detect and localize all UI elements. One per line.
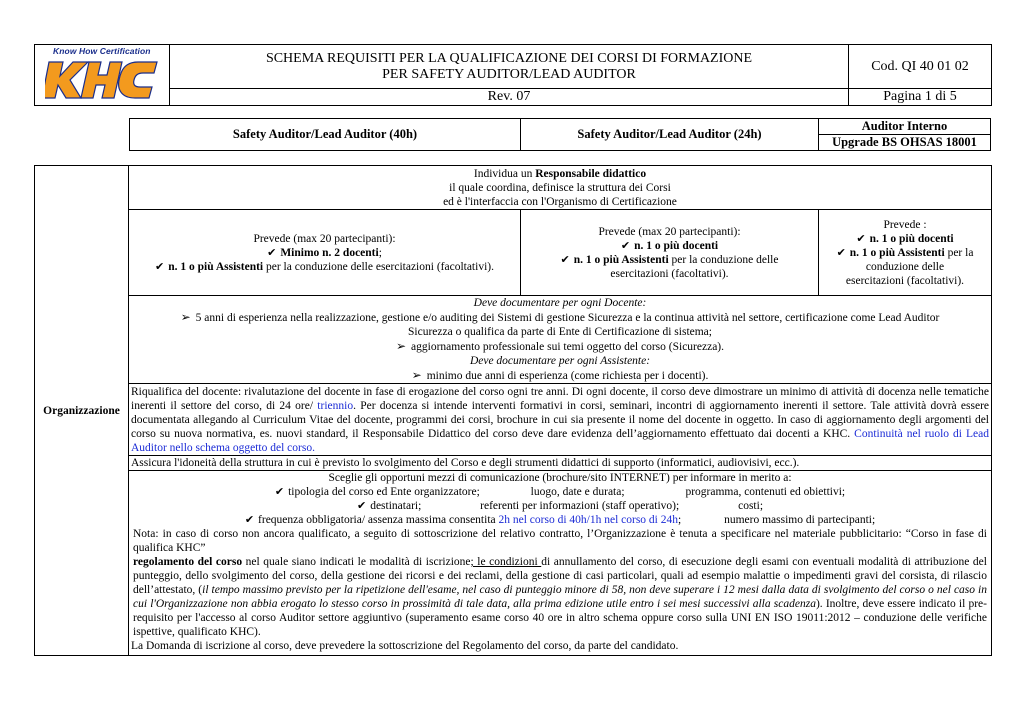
- check-icon: [856, 233, 869, 245]
- requirements-table: [34, 165, 992, 656]
- prevede-40h: Prevede (max 20 partecipanti): ✔ Minimo n. 2 docenti; ✔ n. 1 o più Assistenti per la conduzione delle esercitazioni (facoltativi).: [129, 210, 521, 296]
- domanda-iscrizione: La Domanda di iscrizione al corso, deve prevedere la sottoscrizione del Regolamento del corso, da parte del candidato.: [131, 640, 679, 652]
- document-code: Cod. QI 40 01 02: [849, 45, 992, 89]
- col-internal-header-1: Auditor Interno: [819, 119, 991, 135]
- nota: Nota: in caso di corso non ancora qualificato, a seguito di sottoscrizione del relativo contratto, l’Organizzazione è tenuta a specificare nel materiale pubblicitario: “Corso in fase di qualifica KHC”: [133, 528, 987, 554]
- check-icon: [155, 261, 168, 273]
- check-icon: [561, 254, 574, 266]
- col-24h-header: Safety Auditor/Lead Auditor (24h): [521, 119, 819, 151]
- check-icon: [837, 247, 850, 259]
- check-icon: [275, 486, 288, 498]
- prevede-24h: Prevede (max 20 partecipanti): ✔ n. 1 o più docenti ✔ n. 1 o più Assistenti per la conduzione delle esercitazioni (facoltativi).: [521, 210, 819, 296]
- khc-logo-icon: [45, 56, 159, 102]
- title-line-1: SCHEMA REQUISITI PER LA QUALIFICAZIONE DEI CORSI DI FORMAZIONE: [265, 50, 753, 66]
- prevede-internal: Prevede : ✔ n. 1 o più docenti ✔ n. 1 o più Assistenti per la conduzione delle esercitazioni (facoltativi).: [819, 210, 992, 296]
- arrow-bullet-icon: [412, 370, 427, 382]
- check-icon: [267, 247, 280, 259]
- logo: [35, 45, 170, 106]
- idoneita-struttura: Assicura l'idoneità della struttura in cui è previsto lo svolgimento del Corso e degli strumenti didattici di supporto (informatici, audiovisivi, ecc.).: [129, 456, 992, 471]
- document-title: [170, 45, 849, 89]
- responsabile-cell: Individua un Responsabile didattico il quale coordina, definisce la struttura dei Corsi ed è l'interfaccia con l'Organismo di Certificazione: [129, 166, 992, 210]
- logo-tagline: Know How Certification: [53, 46, 151, 56]
- col-40h-header: Safety Auditor/Lead Auditor (40h): [130, 119, 521, 151]
- col-internal-header-2: Upgrade BS OHSAS 18001: [819, 135, 991, 151]
- section-label: Organizzazione: [35, 166, 129, 656]
- responsabile-didattico: Responsabile didattico: [535, 167, 647, 180]
- check-icon: [357, 500, 370, 512]
- regolamento: regolamento del corso nel quale siano indicati le modalità di iscrizione; le condizioni di annullamento del corso, di esecuzione degli esami con eventuali modalità di attribuzione del punteggio, dello svolgimento del corso, della gestione dei ricorsi e dei reclami, della gestione di casi particolari, quali ad esempio malattie o impedimenti gravi del corsista, di rilascio dell’attestato, (il tempo massimo previsto per la ripetizione dell'esame, nel caso di punteggio minore di 58, non deve superare i 12 mesi dalla data di svolgimento del corso o nel caso in cui l'Organizzazione non abbia erogato lo stesso corso in prossimità di tale data, alla prima edizione utile entro i sei mesi successivi alla scadenza). Inoltre, deve essere indicato il pre-requisito per l'accesso al corso Auditor settore aggiuntivo (superamento esame corso 40 ore in altro schema oppure corso sulla UNI EN ISO 19011:2012 – conduzione delle verifiche ispettive, qualificato KHC).: [133, 556, 987, 638]
- arrow-bullet-icon: [181, 312, 196, 324]
- check-icon: [245, 514, 258, 526]
- riqualifica-docente: Riqualifica del docente: rivalutazione del docente in fase di erogazione del corso ogni tre anni. Di ogni docente, il corso deve dimostrare un minimo di attività di docenza nelle tematiche inerenti il settore del corso, di 24 ore/ triennio. Per docenza si intende interventi formativi in corsi, seminari, incontri di aggiornamento inerenti il settore. Tale attività dovrà essere documentata allegando al Curriculum Vitae del docente, programmi dei corsi, brochure in cui sia presente il nome del docente in oggetto. In caso di aggiornamento degli argomenti del corso su nuova normativa, es. nuovi standard, il Responsabile Didattico del corso deve dare evidenza dell’aggiornamento effettuato dai docenti a KHC. Continuità nel ruolo di Lead Auditor nello schema oggetto del corso.: [129, 384, 992, 456]
- comunicazione-cell: Sceglie gli opportuni mezzi di comunicazione (brochure/sito INTERNET) per informare in merito a: ✔ tipologia del corso ed Ente organizzatore; luogo, date e durata; programma, contenuti ed obiettivi; ✔ destinatari; referenti per informazioni (staff operativo); costi; ✔ frequenza obbligatoria/ assenza massima consentita 2h nel corso di 40h/1h nel corso di 24h; numero massimo di partecipanti; Nota: in caso di corso non ancora qualificato, a seguito di sottoscrizione del relativo contratto, l’Organizzazione è tenuta a specificare nel materiale pubblicitario: “Corso in fase di qualifica KHC” regolamento del corso nel quale siano indicati le modalità di iscrizione; le condizioni di annullamento del corso, di esecuzione degli esami con eventuali modalità di attribuzione del punteggio, dello svolgimento del corso, della gestione dei ricorsi e dei reclami, della gestione di casi particolari, quali ad esempio malattie o impedimenti gravi del corsista, di rilascio dell’attestato, (il tempo massimo previsto per la ripetizione dell'esame, nel caso di punteggio minore di 58, non deve superare i 12 mesi dalla data di svolgimento del corso o nel caso in cui l'Organizzazione non abbia erogato lo stesso corso in prossimità di tale data, alla prima edizione utile entro i sei mesi successivi alla scadenza). Inoltre, deve essere indicato il pre-requisito per l'accesso al corso Auditor settore aggiuntivo (superamento esame corso 40 ore in altro schema oppure corso sulla UNI EN ISO 19011:2012 – conduzione delle verifiche ispettive, qualificato KHC). La Domanda di iscrizione al corso, deve prevedere la sottoscrizione del Regolamento del corso, da parte del candidato.: [129, 471, 992, 656]
- document-header: [34, 44, 992, 106]
- title-line-2: PER SAFETY AUDITOR/LEAD AUDITOR: [382, 66, 636, 82]
- page-number: Pagina 1 di 5: [849, 89, 992, 106]
- docente-requirements: Deve documentare per ogni Docente: ➢ 5 anni di esperienza nella realizzazione, gestione e/o auditing dei Sistemi di gestione Sicurezza e la continua attività nel settore, certificazione come Lead Auditor Sicurezza o qualifica da parte di Ente di Certificazione di sistema; ➢ aggiornamento professionale sui temi oggetto del corso (Sicurezza). Deve documentare per ogni Assistente: ➢ minimo due anni di esperienza (come richiesta per i docenti).: [129, 296, 992, 384]
- revision: Rev. 07: [170, 89, 849, 106]
- arrow-bullet-icon: [396, 341, 411, 353]
- column-headers: [129, 118, 991, 151]
- check-icon: [621, 240, 634, 252]
